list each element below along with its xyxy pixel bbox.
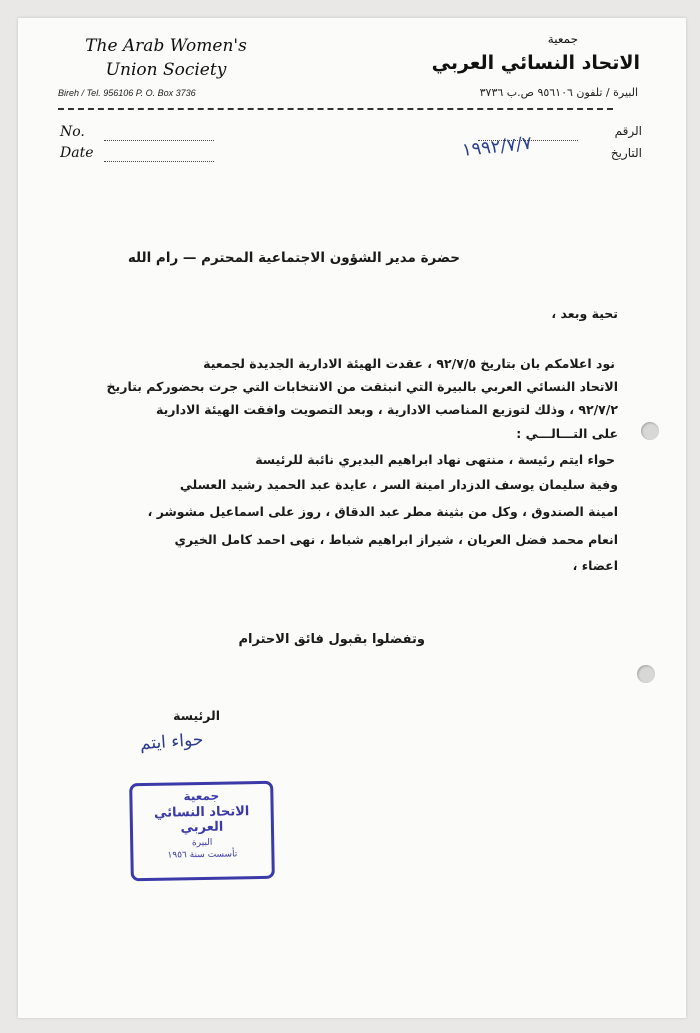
organization-stamp [129, 781, 275, 881]
paragraph-line: نود اعلامكم بان بتاريخ ٩٢/٧/٥ ، عقدت الهيئة الادارية الجديدة لجمعية [203, 356, 615, 371]
date-label: Date [60, 145, 94, 161]
header-divider [58, 108, 613, 110]
paragraph-line: على التـــالـــي : [516, 426, 618, 441]
arabic-organization-name: الاتحاد النسائي العربي [431, 52, 640, 74]
punch-hole [637, 665, 655, 683]
stamp-line1: جمعية [183, 788, 220, 804]
arabic-contact: البيرة / تلفون ٩٥٦١٠٦ ص.ب ٣٧٣٦ [479, 86, 638, 99]
paragraph-line: انعام محمد فضل العريان ، شيراز ابراهيم شباط ، نهى احمد كامل الخيري [174, 532, 618, 547]
no-label: No. [60, 124, 85, 140]
paragraph-line: حواء ايتم رئيسة ، منتهى نهاد ابراهيم البديري نائبة للرئيسة [255, 452, 615, 467]
english-organization-name [66, 34, 266, 82]
arabic-number-label: الرقم [614, 124, 642, 138]
english-name-line1: The Arab Women's [85, 36, 247, 56]
stamp-line3: البيرة [191, 837, 213, 849]
signature-title: الرئيسة [173, 708, 220, 723]
addressee-line: حضرة مدير الشؤون الاجتماعية المحترم — رام الله [127, 250, 460, 266]
stamp-line4: تأسست سنة ١٩٥٦ [167, 849, 238, 861]
handwritten-signature: حواء ايتم [139, 729, 204, 755]
no-dotline [104, 140, 214, 141]
english-contact: Bireh / Tel. 956106 P. O. Box 3736 [58, 88, 196, 98]
stamp-line2: الاتحاد النسائي العربي [153, 804, 250, 836]
handwritten-date: ١٩٩٢/٧/٧ [460, 132, 533, 161]
punch-hole [641, 422, 659, 440]
arabic-org-prefix: جمعية [547, 32, 578, 46]
paragraph-line: ٩٢/٧/٢ ، وذلك لتوزيع المناصب الادارية ، وبعد التصويت وافقت الهيئة الادارية [156, 402, 618, 417]
arabic-date-label: التاريخ [610, 146, 642, 160]
paragraph-line: وفية سليمان يوسف الدزدار امينة السر ، عايدة عبد الحميد رشيد العسلي [179, 477, 618, 492]
closing-line: وتفضلوا بقبول فائق الاحترام [238, 632, 425, 647]
paragraph-line: امينة الصندوق ، وكل من بثينة مطر عبد الدقاق ، روز على اسماعيل مشوشر ، [147, 504, 618, 519]
date-dotline [104, 161, 214, 162]
greeting-line: تحية وبعد ، [551, 306, 618, 321]
paragraph-line: اعضاء ، [572, 558, 618, 573]
paragraph-line: الاتحاد النسائي العربي بالبيرة التي انبثقت من الانتخابات التي جرت بحضوركم بتاريخ [106, 379, 618, 394]
english-name-line2: Union Society [105, 60, 227, 80]
